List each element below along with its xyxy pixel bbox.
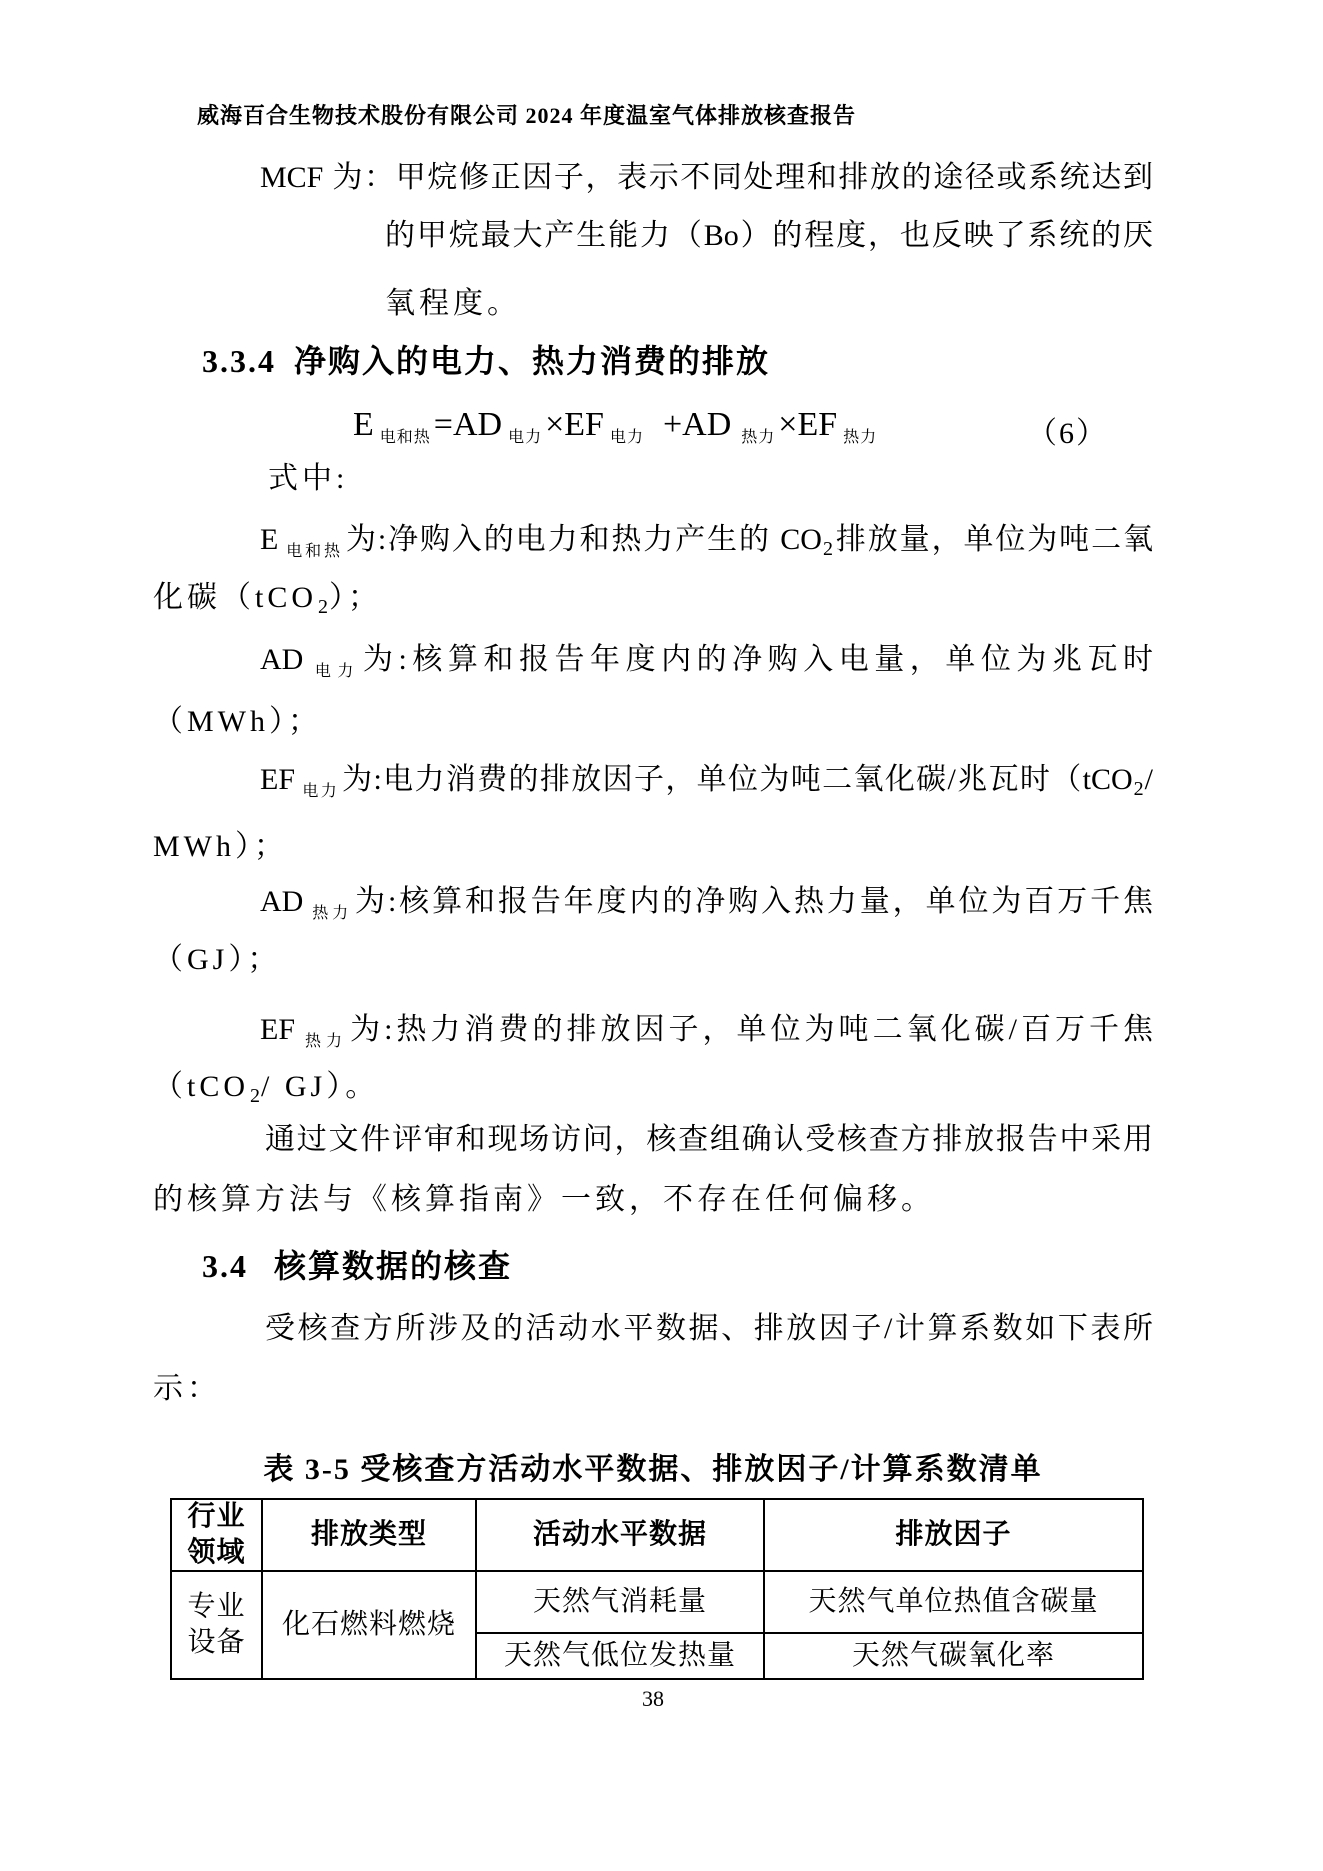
table-intro-line-1: 受核查方所涉及的活动水平数据、排放因子/计算系数如下表所 — [265, 1312, 1153, 1345]
cell-emission-type: 化石燃料燃烧 — [263, 1572, 477, 1678]
def-ef-heat-line: EF $_{热力}$ 为:热力消费的排放因子，单位为吨二氧化碳/百万千焦 — [260, 1013, 1153, 1050]
document-running-header: 威海百合生物技术股份有限公司 2024 年度温室气体排放核查报告 — [197, 103, 857, 128]
column-header-emission-type: 排放类型 — [263, 1500, 477, 1572]
where-label: 式中: — [268, 462, 349, 495]
section-number: 3.4 — [202, 1248, 248, 1284]
conclusion-line-1: 通过文件评审和现场访问，核查组确认受核查方排放报告中采用 — [265, 1123, 1153, 1156]
def-ef-heat-continuation: （tCO$_2$/ GJ）。 — [153, 1070, 380, 1107]
section-heading-3-4 — [202, 1246, 512, 1293]
column-header-emission-factor: 排放因子 — [765, 1500, 1142, 1572]
cell-factor-row2: 天然气碳氧化率 — [851, 1640, 1055, 1671]
para-mcf-line-3: 氧程度。 — [385, 287, 521, 320]
table-intro-line-2: 示： — [153, 1372, 221, 1405]
cell-industry: 专业设备 — [172, 1572, 263, 1678]
formula-e-electricity-heat: E $_{电和热}$=AD $_{电力}$×EF $_{电力}$ +AD $_{热力}$×EF $_{热力}$ — [353, 406, 878, 446]
para-mcf-line-2: 的甲烷最大产生能力（Bo）的程度，也反映了系统的厌 — [385, 219, 1153, 252]
para-mcf-line-1: MCF 为：甲烷修正因子，表示不同处理和排放的途径或系统达到 — [260, 161, 1153, 194]
def-e-line: E $_{电和热}$ 为:净购入的电力和热力产生的 $CO_2$排放量，单位为吨二氧 — [260, 523, 1153, 560]
def-ad-electricity-continuation: （MWh）； — [153, 705, 322, 738]
table-3-5 — [170, 1498, 1144, 1680]
def-ef-electricity-continuation: MWh）； — [153, 830, 288, 863]
column-header-activity-data: 活动水平数据 — [477, 1500, 765, 1572]
conclusion-line-2: 的核算方法与《核算指南》一致，不存在任何偏移。 — [153, 1183, 935, 1216]
table-3-5-caption: 表 3-5 受核查方活动水平数据、排放因子/计算系数清单 — [263, 1453, 1043, 1486]
def-ad-electricity-line: AD $_{电力}$ 为:核算和报告年度内的净购入电量，单位为兆瓦时 — [260, 643, 1153, 680]
formula-row — [153, 406, 1153, 450]
section-heading-3-3-4 — [202, 341, 770, 388]
def-e-continuation: 化碳（tCO$_2$）； — [153, 581, 383, 618]
page-number: 38 — [642, 1686, 664, 1711]
section-number: 3.3.4 — [202, 343, 276, 379]
cell-activity-row2: 天然气低位发热量 — [477, 1634, 765, 1678]
def-ef-electricity-line: EF $_{电力}$ 为:电力消费的排放因子，单位为吨二氧化碳/兆瓦时（tCO$_2$/ — [260, 763, 1153, 800]
section-title: 净购入的电力、热力消费的排放 — [294, 343, 771, 379]
cell-activity-row1: 天然气消耗量 — [477, 1572, 765, 1634]
cell-factor-row1: 天然气单位热值含碳量 — [765, 1572, 1142, 1634]
equation-number: （6） — [1027, 417, 1108, 450]
def-ad-heat-continuation: （GJ）； — [153, 943, 282, 976]
section-title: 核算数据的核查 — [274, 1248, 513, 1284]
def-ad-heat-line: AD $_{热力}$ 为:核算和报告年度内的净购入热力量，单位为百万千焦 — [260, 885, 1153, 922]
column-header-industry: 行业领域 — [172, 1500, 263, 1572]
